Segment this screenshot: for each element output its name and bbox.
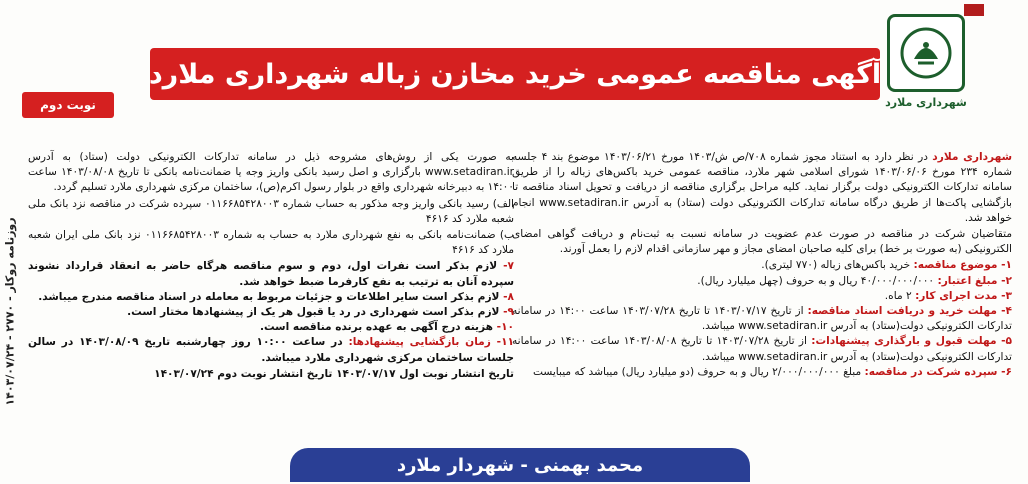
terms-list: [28, 259, 514, 365]
item-text: ۴۰/۰۰۰/۰۰۰/۰۰۰ ریال و به حروف (چهل میلیارد ریال).: [697, 274, 938, 287]
item-label: ۴- مهلت خرید و دریافت اسناد مناقصه:: [807, 305, 1012, 318]
item-label: ۷-: [503, 260, 514, 273]
participants-paragraph: متقاضیان شرکت در مناقصه در صورت عدم عضویت در سامانه نسبت به ثبت‌نام و دریافت گواهی امضای الکترونیکی (به صورت بر خط) برای کلیه صاحبان امضای مجاز و مهر سازمانی اقدام لازم را بعمل آورند.: [512, 228, 1012, 256]
list-item: [512, 289, 1012, 304]
mayor-signature: محمد بهمنی - شهردار ملارد: [396, 454, 644, 476]
item-text: خرید باکس‌های زباله (۷۷۰ لیتری).: [761, 259, 914, 272]
list-item: [512, 258, 1012, 273]
list-item: [28, 290, 514, 305]
item-text: در ساعت ۱۰:۰۰ روز چهارشنبه تاریخ ۱۴۰۳/۰۸/۰۹ در سالن جلسات ساختمان مرکزی شهرداری ملارد میباشد.: [28, 336, 514, 364]
deposit-option-b: ب) ضمانت‌نامه بانکی به نفع شهرداری ملارد به حساب به شماره ۰۱۱۶۶۸۵۴۲۸۰۰۳ نزد بانک ملی ایران شعبه ملارد کد ۴۶۱۶: [28, 229, 514, 257]
item-text: ۲ ماه.: [884, 289, 916, 302]
intro-lead: شهرداری ملارد: [932, 151, 1013, 163]
publish-dates: تاریخ انتشار نوبت اول ۱۴۰۳/۰۷/۱۷ تاریخ انتشار نوبت دوم ۱۴۰۳/۰۷/۲۴: [154, 367, 514, 380]
item-text: مبلغ ۲/۰۰۰/۰۰۰/۰۰۰ ریال و به حروف (دو میلیارد ریال) میباشد که میبایست: [532, 365, 865, 378]
item-label: ۶- سپرده شرکت در مناقصه:: [864, 365, 1012, 378]
item-text: لازم بذکر است شهرداری در رد یا قبول هر یک از پیشنهادها مختار است.: [127, 306, 504, 319]
item-text: لازم بذکر است نفرات اول، دوم و سوم مناقصه هرگاه حاضر به انعقاد قرارداد نشوند سپرده آنان به ترتیب به نفع کارفرما ضبط خواهد شد.: [28, 260, 514, 288]
deposit-continuation: به صورت یکی از روش‌های مشروحه ذیل در سامانه تدارکات الکترونیکی دولت (ستاد) به آدرس www.setadiran.ir بارگزاری و اصل رسید بانکی واریز وجه یا ضمانت‌نامه بانکی تا تاریخ ۱۴۰۳/۰۸/۰۸ ساعت ۱۴:۰۰ به دبیرخانه شهرداری واقع در بلوار رسول اکرم(ص)، ساختمان مرکزی شهرداری ملارد تسلیم گردد.: [28, 151, 515, 194]
logo-caption: شهرداری ملارد: [885, 96, 967, 109]
list-item: [512, 304, 1012, 334]
list-item: [512, 365, 1012, 380]
list-item: [28, 335, 514, 365]
item-label: ۲- مبلغ اعتبار:: [937, 274, 1012, 287]
item-label: ۸-: [503, 290, 514, 303]
list-item: [28, 320, 514, 335]
municipality-logo: [880, 14, 972, 124]
item-text: لازم بذکر است سایر اطلاعات و جزئیات مربوط به معامله در اسناد مناقصه مندرج میباشد.: [38, 290, 504, 303]
intro-body: در نظر دارد به استناد مجوز شماره ۷۰۸/ص ش/۱۴۰۳ مورخ ۱۴۰۳/۰۶/۲۱ موضوع بند ۴ جلسه شماره ۲۳۴ مورخ ۱۴۰۳/۰۶/۰۶ شورای اسلامی شهر ملارد، مناقصه عمومی خرید باکس‌های زباله را از طریق سامانه تدارکات الکترونیکی دولت برگزار نماید. کلیه مراحل برگزاری مناقصه از دریافت و تحویل اسناد مناقصه تا بازگشایی پاکت‌ها از طریق درگاه سامانه تدارکات الکترونیکی دولت (ستاد) به آدرس www.setadiran.ir انجام خواهد شد.: [512, 151, 1013, 224]
item-label: ۱- موضوع مناقصه:: [913, 259, 1012, 272]
list-item: [28, 305, 514, 320]
item-label: ۵- مهلت قبول و بارگذاری پیشنهادات:: [811, 335, 1013, 348]
item-label: ۳- مدت اجرای کار:: [915, 289, 1012, 302]
signature-bar: [290, 448, 750, 482]
conditions-list: [512, 258, 1012, 380]
item-label: ۱۱- زمان بازگشایی پیشنهادها:: [348, 336, 514, 349]
item-label: ۱۰-: [496, 321, 514, 334]
list-item: [28, 259, 514, 289]
notice-title: آگهی مناقصه عمومی خرید مخازن زباله شهرداری ملارد: [148, 58, 882, 90]
right-column: [512, 150, 1012, 381]
item-text: از تاریخ ۱۴۰۳/۰۷/۲۸ تا تاریخ ۱۴۰۳/۰۸/۰۸ ساعت ۱۴:۰۰ در سامانه تدارکات الکترونیکی دولت(ستاد) به آدرس www.setadiran.ir میباشد.: [512, 335, 1012, 363]
round-tag: نوبت دوم: [22, 92, 114, 118]
item-text: از تاریخ ۱۴۰۳/۰۷/۱۷ تا تاریخ ۱۴۰۳/۰۷/۲۸ ساعت ۱۴:۰۰ در سامانه تدارکات الکترونیکی دولت(ستاد) به آدرس www.setadiran.ir میباشد.: [512, 305, 1012, 333]
title-banner: [150, 48, 880, 100]
item-text: هزینه درج آگهی به عهده برنده مناقصه است.: [259, 321, 497, 334]
side-strip: [0, 150, 20, 480]
list-item: [512, 274, 1012, 289]
deposit-option-a: الف) رسید بانکی واریز وجه مذکور به حساب شماره ۰۱۱۶۶۸۵۴۲۸۰۰۳ سپرده شرکت در مناقصه نزد بانک ملی شعبه ملارد کد ۴۶۱۶: [28, 197, 514, 225]
intro-paragraph: [512, 150, 1012, 226]
left-column: [28, 150, 514, 383]
publication-info: روزنامه روکار - ۲۷۷۰ - ۱۴۰۳/۰۷/۲۴: [3, 217, 17, 406]
item-label: ۹-: [503, 306, 514, 319]
list-item: [512, 334, 1012, 364]
municipality-emblem-icon: [887, 14, 965, 92]
